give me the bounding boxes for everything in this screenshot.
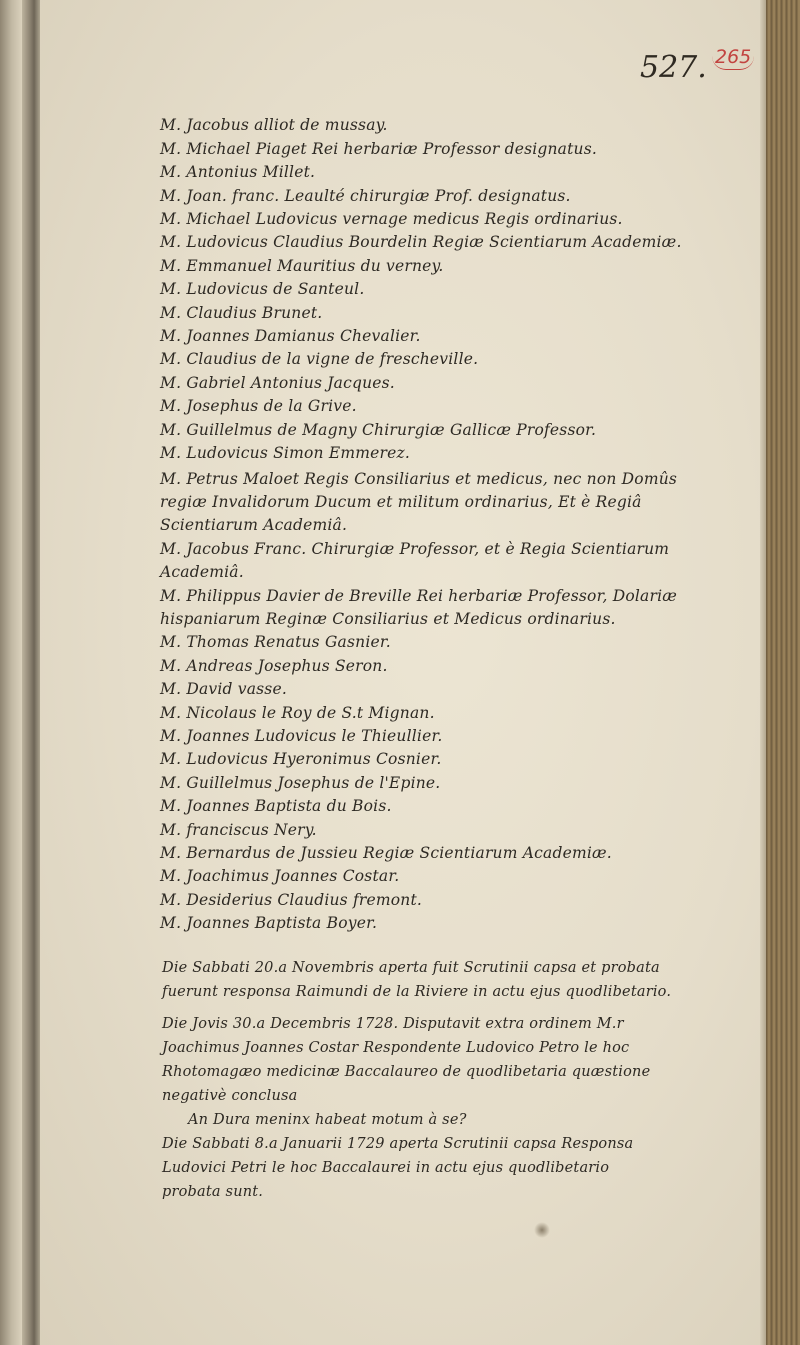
- long-entry-line: Scientiarum Academiâ.: [160, 516, 348, 534]
- minutes-line: Die Jovis 30.a Decembris 1728. Disputavit extra ordinem M.r: [162, 1016, 624, 1032]
- minutes-line: Rhotomagæo medicinæ Baccalaureo de quodlibetaria quæstione: [162, 1064, 651, 1080]
- minutes-line: probata sunt.: [162, 1184, 264, 1200]
- name-line: M. Andreas Josephus Seron.: [160, 657, 388, 675]
- name-line: M. Michael Piaget Rei herbariæ Professor designatus.: [160, 140, 598, 158]
- long-entry-line: regiæ Invalidorum Ducum et militum ordinarius, Et è Regiâ: [160, 493, 642, 511]
- name-line: M. Ludovicus Hyeronimus Cosnier.: [160, 750, 442, 768]
- name-line: M. franciscus Nery.: [160, 821, 317, 839]
- long-entry-line: hispaniarum Reginæ Consiliarius et Medicus ordinarius.: [160, 610, 616, 628]
- name-line: M. Josephus de la Grive.: [160, 397, 357, 415]
- folio-number: 527.: [640, 50, 707, 85]
- thesis-question: An Dura meninx habeat motum à se?: [188, 1112, 467, 1128]
- name-line: M. Claudius de la vigne de frescheville.: [160, 350, 479, 368]
- name-line: M. David vasse.: [160, 680, 287, 698]
- name-line: M. Desiderius Claudius fremont.: [160, 891, 423, 909]
- long-entry-line: M. Petrus Maloet Regis Consiliarius et medicus, nec non Domûs: [160, 470, 678, 488]
- name-line: M. Joannes Baptista du Bois.: [160, 797, 392, 815]
- name-line: M. Joannes Ludovicus le Thieullier.: [160, 727, 443, 745]
- name-line: M. Guillelmus Josephus de l'Epine.: [160, 774, 441, 792]
- long-entry-line: M. Philippus Davier de Breville Rei herbariæ Professor, Dolariæ: [160, 587, 678, 605]
- minutes-line: Die Sabbati 8.a Januarii 1729 aperta Scrutinii capsa Responsa: [162, 1136, 634, 1152]
- minutes-line: fuerunt responsa Raimundi de la Riviere in actu ejus quodlibetario.: [162, 984, 672, 1000]
- name-line: M. Emmanuel Mauritius du verney.: [160, 257, 444, 275]
- minutes-line: Die Sabbati 20.a Novembris aperta fuit Scrutinii capsa et probata: [162, 960, 660, 976]
- name-line: M. Gabriel Antonius Jacques.: [160, 374, 395, 392]
- name-line: M. Ludovicus Claudius Bourdelin Regiæ Scientiarum Academiæ.: [160, 233, 682, 251]
- ink-spot: [534, 1222, 550, 1238]
- minutes-line: negativè conclusa: [162, 1088, 298, 1104]
- minutes-line: Ludovici Petri le hoc Baccalaurei in actu ejus quodlibetario: [162, 1160, 610, 1176]
- name-line: M. Ludovicus de Santeul.: [160, 280, 365, 298]
- name-line: M. Joannes Damianus Chevalier.: [160, 327, 421, 345]
- name-line: M. Michael Ludovicus vernage medicus Regis ordinarius.: [160, 210, 623, 228]
- minutes-line: Joachimus Joannes Costar Respondente Ludovico Petro le hoc: [162, 1040, 630, 1056]
- name-line: M. Antonius Millet.: [160, 163, 316, 181]
- name-line: M. Nicolaus le Roy de S.t Mignan.: [160, 704, 435, 722]
- long-entry-line: M. Jacobus Franc. Chirurgiæ Professor, et è Regia Scientiarum: [160, 540, 670, 558]
- name-line: M. Ludovicus Simon Emmerez.: [160, 444, 410, 462]
- name-line: M. Guillelmus de Magny Chirurgiæ Gallicæ Professor.: [160, 421, 597, 439]
- name-line: M. Joachimus Joannes Costar.: [160, 867, 400, 885]
- name-line: M. Joannes Baptista Boyer.: [160, 914, 378, 932]
- name-line: M. Claudius Brunet.: [160, 304, 323, 322]
- page-stack-edge: [766, 0, 800, 1345]
- long-entry-line: Academiâ.: [160, 563, 244, 581]
- name-line: M. Bernardus de Jussieu Regiæ Scientiarum Academiæ.: [160, 844, 612, 862]
- page-stamp-number: 265: [712, 46, 754, 70]
- name-line: M. Thomas Renatus Gasnier.: [160, 633, 391, 651]
- name-line: M. Joan. franc. Leaulté chirurgiæ Prof. designatus.: [160, 187, 571, 205]
- name-line: M. Jacobus alliot de mussay.: [160, 116, 388, 134]
